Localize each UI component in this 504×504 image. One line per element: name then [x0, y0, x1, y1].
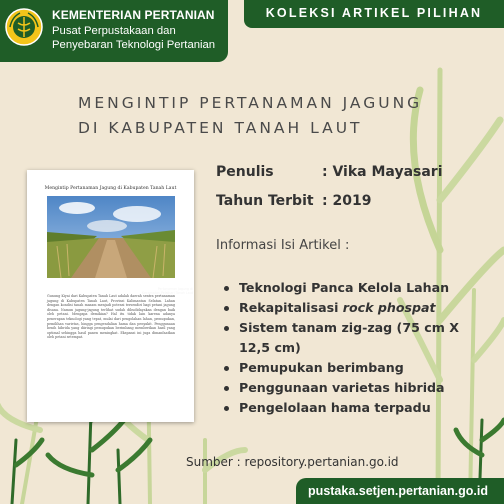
ministry-name: KEMENTERIAN PERTANIAN [52, 8, 215, 22]
thumbnail-title: Mengintip Pertanaman Jagung di Kabupaten Tanah Laut [44, 186, 177, 191]
photo-caption: Pertanaman Jagung di Kecamatan Pelaihari Tanah Laut [142, 287, 193, 295]
collection-banner [244, 0, 504, 28]
cornfield-image [47, 196, 175, 278]
article-points-list [222, 278, 492, 418]
info-heading: Informasi Isi Artikel : [216, 238, 350, 253]
cornfield-photo [47, 196, 193, 295]
footer-banner [296, 478, 504, 504]
collection-label: KOLEKSI ARTIKEL PILIHAN [265, 6, 483, 20]
ministry-logo-icon [4, 7, 44, 47]
list-item: Teknologi Panca Kelola Lahan [222, 278, 492, 298]
list-item [222, 298, 492, 318]
article-title [78, 91, 498, 141]
author-label: Penulis [216, 164, 274, 180]
footer-url[interactable]: pustaka.setjen.pertanian.go.id [308, 484, 488, 498]
article-thumbnail [27, 170, 194, 422]
list-item: Pemupukan berimbang [222, 358, 492, 378]
ministry-header [0, 0, 228, 62]
year-row [216, 193, 496, 213]
list-item-text: Rekapitalisasi [239, 300, 339, 315]
list-item: Sistem tanam zig-zag (75 cm X 12,5 cm) [222, 318, 492, 358]
article-title-line-1: MENGINTIP PERTANAMAN JAGUNG [78, 94, 423, 112]
thumbnail-body-text: Gunung Kiyai dari Kabupaten Tanah Laut adalah daerah sentra pertanaman jagung di Kabupaten Tanah Laut, Provinsi Kalimantan Selatan. Lahan dengan kondisi tanah masam menjadi potensi tersendiri bagi petani jagung disana. Namun jagung-jagung terlihat sudah dibudidayakan dengan baik oleh petani. Mengapa demikian? Hal itu tidak lain karena adanya penerapan teknologi yang tepat, mulai dari pengolahan lahan, pemupukan, pemilihan varietas, hingga pengendalian hama dan penyakit. Penggunaan benih hibrida yang diiringi pemupukan berimbang memberikan hasil yang optimal sehingga hasil panen meningkat. Ekspansi ini juga dimanfaatkan oleh petani setempat. [47, 294, 175, 340]
year-label: Tahun Terbit [216, 193, 314, 209]
ministry-subunit: Pusat Perpustakaan dan Penyebaran Teknologi Pertanian [52, 25, 216, 51]
article-title-line-2: DI KABUPATEN TANAH LAUT [78, 119, 363, 137]
list-item: Penggunaan varietas hibrida [222, 378, 492, 398]
source-note: Sumber : repository.pertanian.go.id [186, 455, 399, 469]
list-item-italic-text: rock phospat [342, 300, 436, 315]
year-value: : 2019 [322, 193, 372, 209]
author-value: : Vika Mayasari [322, 164, 443, 180]
list-item: Pengelolaan hama terpadu [222, 398, 492, 418]
author-row [216, 164, 496, 184]
